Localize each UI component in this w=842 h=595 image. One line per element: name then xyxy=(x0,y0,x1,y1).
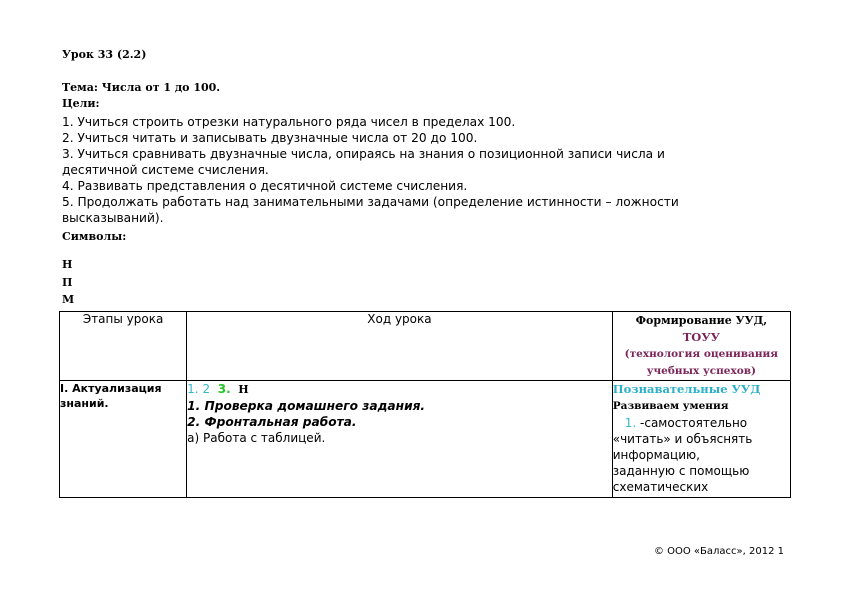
uud-text: заданную с помощью xyxy=(612,464,750,478)
uud-text: -самостоятельно xyxy=(636,416,748,430)
goal-line: десятичной системе счисления. xyxy=(62,163,269,177)
lesson-number: Урок 33 (2.2) xyxy=(62,48,147,61)
uud-text: «читать» и объяснять xyxy=(612,432,753,446)
symbols-title: Символы: xyxy=(62,230,127,243)
course-cell xyxy=(187,381,613,498)
num-1: 1. xyxy=(187,382,199,396)
symbol-p: П xyxy=(62,276,73,289)
header-course: Ход урока xyxy=(187,312,613,381)
stage-line: знаний. xyxy=(60,397,109,410)
symbol-numbers xyxy=(187,381,612,398)
header-tech-line1: (технология оценивания xyxy=(624,348,779,360)
goal-line: 2. Учиться читать и записывать двузначные числа от 20 до 100. xyxy=(62,131,478,145)
lesson-table xyxy=(59,311,791,498)
header-uud xyxy=(612,312,790,381)
task-frontal: 2. Фронтальная работа. xyxy=(187,415,357,429)
symbol-n: Н xyxy=(62,258,73,271)
goals-list xyxy=(62,114,782,226)
symbol-n-marker: Н xyxy=(238,383,249,396)
goal-line: высказываний). xyxy=(62,211,164,225)
uud-text: информацию, xyxy=(612,448,700,462)
symbol-m: М xyxy=(62,293,75,306)
uud-text: схематических xyxy=(612,480,709,494)
uud-title: Познавательные УУД xyxy=(612,382,761,396)
header-stages: Этапы урока xyxy=(60,312,187,381)
num-3: 3. xyxy=(217,382,231,396)
goals-title: Цели: xyxy=(62,97,100,110)
uud-skill-number: 1. xyxy=(624,416,637,430)
num-2: 2 xyxy=(202,382,211,396)
goal-line: 1. Учиться строить отрезки натурального ряда чисел в пределах 100. xyxy=(62,115,516,129)
lesson-topic: Тема: Числа от 1 до 100. xyxy=(62,81,221,94)
stage-line: I. Актуализация xyxy=(60,382,162,395)
uud-skill xyxy=(613,415,790,431)
goal-line: 4. Развивать представления о десятичной системе счисления. xyxy=(62,179,468,193)
uud-subtitle: Развиваем умения xyxy=(612,400,729,412)
stage-cell xyxy=(60,381,187,498)
header-uud-title: Формирование УУД, xyxy=(635,314,768,327)
table-row xyxy=(60,381,791,498)
header-touu: ТОУУ xyxy=(682,330,720,344)
goal-line: 3. Учиться сравнивать двузначные числа, опираясь на знания о позиционной записи числа и xyxy=(62,147,665,161)
table-header-row xyxy=(60,312,791,381)
uud-cell xyxy=(612,381,790,498)
header-tech-line2: учебных успехов) xyxy=(646,365,756,377)
footer-copyright: © ООО «Баласс», 2012 1 xyxy=(653,546,784,557)
task-table-work: а) Работа с таблицей. xyxy=(187,431,326,445)
task-homework: 1. Проверка домашнего задания. xyxy=(187,399,426,413)
goal-line: 5. Продолжать работать над занимательными задачами (определение истинности – ложности xyxy=(62,195,679,209)
